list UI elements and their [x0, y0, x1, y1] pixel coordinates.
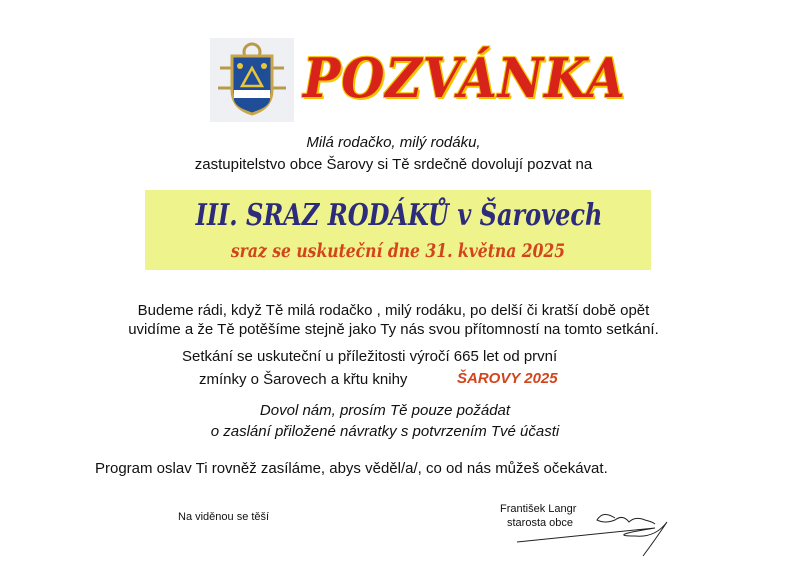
request-line: o zaslání přiložené návratky s potvrzením Tvé účasti	[210, 423, 560, 440]
event-banner	[145, 190, 651, 270]
coat-of-arms-logo	[210, 38, 294, 122]
book-title: ŠAROVY 2025	[457, 370, 558, 387]
greeting: Milá rodačko, milý rodáku,	[306, 134, 481, 151]
event-date: sraz se uskuteční dne 31. května 2025	[230, 240, 566, 262]
paragraph-line: Budeme rádi, když Tě milá rodačko , milý rodáku, po delší či kratší době opět	[137, 302, 650, 319]
event-title: III. SRAZ RODÁKŮ v Šarovech	[195, 198, 603, 233]
signatory-name: František Langr	[500, 503, 577, 515]
closing-text: Na viděnou se těší	[178, 511, 270, 523]
intro-text: zastupitelstvo obce Šarovy si Tě srdečně dovolují pozvat na	[194, 156, 593, 173]
request-line: Dovol nám, prosím Tě pouze požádat	[259, 402, 511, 419]
program-text: Program oslav Ti rovněž zasíláme, abys věděl/a/, co od nás můžeš očekávat.	[95, 460, 608, 477]
page-title: POZVÁNKA	[303, 46, 626, 110]
paragraph-line: uvidíme a že Tě potěšíme stejně jako Ty nás svou přítomností na tomto setkání.	[128, 321, 659, 338]
handwritten-signature	[505, 500, 675, 565]
signatory-role: starosta obce	[507, 517, 574, 529]
anniversary-line-2: zmínky o Šarovech a křtu knihy	[199, 371, 408, 388]
anniversary-line: Setkání se uskuteční u příležitosti výročí 665 let od první	[182, 348, 558, 365]
